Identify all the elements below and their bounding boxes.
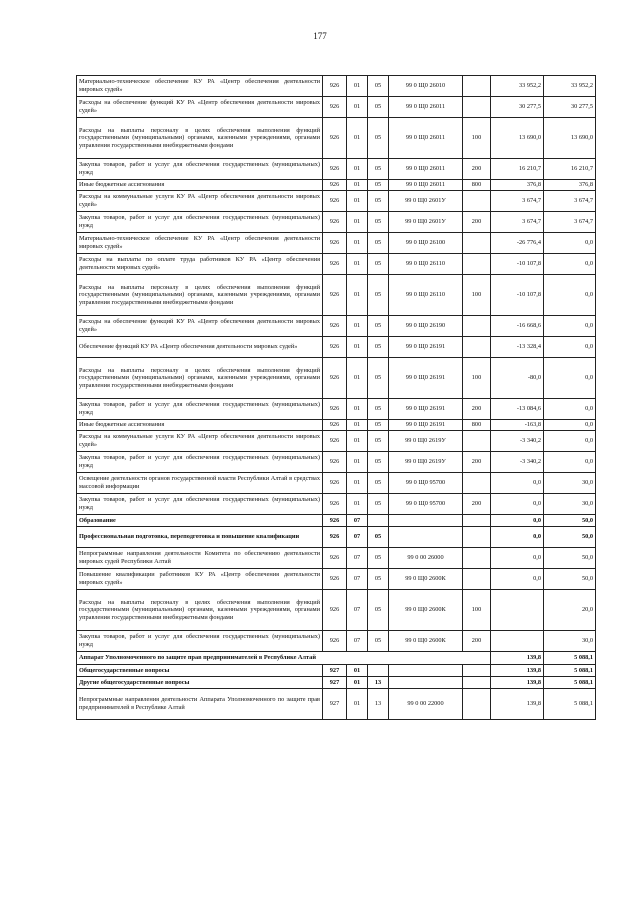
expense-type-cell xyxy=(463,76,491,97)
section-cell: 01 xyxy=(347,275,368,316)
description-cell: Иные бюджетные ассигнования xyxy=(77,420,323,431)
description-cell: Материально-техническое обеспечение КУ РА «Центр обеспечения деятельности мировых судей» xyxy=(77,233,323,254)
expense-type-cell xyxy=(463,665,491,677)
amount-change-cell: -163,8 xyxy=(491,420,544,431)
table-row xyxy=(77,569,596,590)
amount-total-cell: 3 674,7 xyxy=(544,212,596,233)
article-code-cell: 99 0 Щ0 26191 xyxy=(389,420,463,431)
subsection-cell: 05 xyxy=(368,494,389,515)
section-cell: 01 xyxy=(347,212,368,233)
amount-change-cell: 139,8 xyxy=(491,677,544,689)
admin-code-cell: 926 xyxy=(323,527,347,548)
table-row xyxy=(77,118,596,159)
admin-code-cell: 926 xyxy=(323,97,347,118)
table-row xyxy=(77,431,596,452)
article-code-cell xyxy=(389,665,463,677)
amount-change-cell: 376,8 xyxy=(491,180,544,191)
table-row xyxy=(77,191,596,212)
subsection-cell: 05 xyxy=(368,191,389,212)
amount-change-cell: 139,8 xyxy=(491,689,544,720)
expense-type-cell xyxy=(463,515,491,527)
amount-total-cell: 0,0 xyxy=(544,358,596,399)
description-cell: Расходы на коммунальные услуги КУ РА «Центр обеспечения деятельности мировых судей» xyxy=(77,191,323,212)
amount-change-cell xyxy=(491,631,544,652)
table-row xyxy=(77,97,596,118)
amount-change-cell: -16 668,6 xyxy=(491,316,544,337)
table-row xyxy=(77,358,596,399)
admin-code-cell: 926 xyxy=(323,631,347,652)
expense-type-cell xyxy=(463,233,491,254)
amount-total-cell: 0,0 xyxy=(544,431,596,452)
expense-type-cell: 800 xyxy=(463,420,491,431)
section-cell: 01 xyxy=(347,233,368,254)
description-cell: Непрограммные направления деятельности Комитета по обеспечению деятельности мировых судей Республики Алтай xyxy=(77,548,323,569)
section-cell: 07 xyxy=(347,590,368,631)
amount-total-cell: 5 088,1 xyxy=(544,665,596,677)
expense-type-cell xyxy=(463,97,491,118)
description-cell: Расходы на выплаты персоналу в целях обеспечения выполнения функций государственными (муниципальными) органами, казенными учреждениями, органами управления государственными внебюджетными фондами xyxy=(77,590,323,631)
amount-total-cell: 5 088,1 xyxy=(544,689,596,720)
section-cell: 07 xyxy=(347,527,368,548)
article-code-cell: 99 0 Щ0 2600К xyxy=(389,569,463,590)
article-code-cell xyxy=(389,527,463,548)
amount-change-cell: -3 340,2 xyxy=(491,431,544,452)
admin-code-cell: 926 xyxy=(323,494,347,515)
article-code-cell xyxy=(389,677,463,689)
admin-code-cell: 926 xyxy=(323,337,347,358)
admin-code-cell: 926 xyxy=(323,420,347,431)
amount-change-cell: -13 084,6 xyxy=(491,399,544,420)
article-code-cell: 99 0 00 26000 xyxy=(389,548,463,569)
admin-code-cell: 926 xyxy=(323,212,347,233)
article-code-cell: 99 0 Щ0 26011 xyxy=(389,159,463,180)
expense-type-cell: 200 xyxy=(463,452,491,473)
article-code-cell: 99 0 Щ0 26011 xyxy=(389,180,463,191)
amount-total-cell: 3 674,7 xyxy=(544,191,596,212)
amount-total-cell: 0,0 xyxy=(544,452,596,473)
description-cell: Расходы на выплаты по оплате труда работников КУ РА «Центр обеспечения деятельности мировых судей» xyxy=(77,254,323,275)
amount-total-cell: 0,0 xyxy=(544,254,596,275)
section-cell: 01 xyxy=(347,159,368,180)
admin-code-cell: 926 xyxy=(323,254,347,275)
amount-total-cell: 30,0 xyxy=(544,494,596,515)
amount-change-cell: 13 690,0 xyxy=(491,118,544,159)
article-code-cell: 99 0 Щ0 26191 xyxy=(389,399,463,420)
description-cell: Иные бюджетные ассигнования xyxy=(77,180,323,191)
admin-code-cell: 926 xyxy=(323,358,347,399)
article-code-cell: 99 0 Щ0 95700 xyxy=(389,473,463,494)
table-row xyxy=(77,548,596,569)
section-cell: 01 xyxy=(347,431,368,452)
section-cell: 01 xyxy=(347,420,368,431)
description-cell: Образование xyxy=(77,515,323,527)
subsection-cell xyxy=(368,665,389,677)
expense-type-cell xyxy=(463,191,491,212)
description-cell: Общегосударственные вопросы xyxy=(77,665,323,677)
amount-change-cell xyxy=(491,590,544,631)
table-row xyxy=(77,665,596,677)
section-cell: 01 xyxy=(347,337,368,358)
subsection-cell: 05 xyxy=(368,527,389,548)
admin-code-cell: 926 xyxy=(323,590,347,631)
table-row xyxy=(77,212,596,233)
subsection-cell: 05 xyxy=(368,358,389,399)
description-cell: Расходы на выплаты персоналу в целях обеспечения выполнения функций государственными (муниципальными) органами, казенными учреждениями, органами управления государственными внебюджетными фондами xyxy=(77,358,323,399)
admin-code-cell: 926 xyxy=(323,76,347,97)
admin-code-cell: 926 xyxy=(323,316,347,337)
admin-code-cell: 927 xyxy=(323,677,347,689)
table-row xyxy=(77,452,596,473)
subsection-cell: 05 xyxy=(368,431,389,452)
article-code-cell: 99 0 Щ0 2600К xyxy=(389,631,463,652)
table-row xyxy=(77,399,596,420)
section-cell: 01 xyxy=(347,118,368,159)
amount-total-cell: 16 210,7 xyxy=(544,159,596,180)
expense-type-cell xyxy=(463,337,491,358)
table-row xyxy=(77,180,596,191)
article-code-cell: 99 0 Щ0 26190 xyxy=(389,316,463,337)
subsection-cell: 13 xyxy=(368,677,389,689)
admin-code-cell: 926 xyxy=(323,233,347,254)
description-cell: Расходы на выплаты персоналу в целях обеспечения выполнения функций государственными (муниципальными) органами, казенными учреждениями, органами управления государственными внебюджетными фондами xyxy=(77,275,323,316)
expense-type-cell: 200 xyxy=(463,399,491,420)
section-cell: 01 xyxy=(347,358,368,399)
table-row xyxy=(77,677,596,689)
section-cell: 07 xyxy=(347,631,368,652)
article-code-cell: 99 0 Щ0 2619У xyxy=(389,431,463,452)
amount-change-cell: -26 776,4 xyxy=(491,233,544,254)
amount-change-cell: 3 674,7 xyxy=(491,191,544,212)
admin-code-cell: 926 xyxy=(323,452,347,473)
amount-total-cell: 0,0 xyxy=(544,316,596,337)
section-cell: 01 xyxy=(347,452,368,473)
admin-code-cell: 926 xyxy=(323,159,347,180)
amount-change-cell: -10 107,8 xyxy=(491,254,544,275)
amount-total-cell: 20,0 xyxy=(544,590,596,631)
table-row xyxy=(77,316,596,337)
amount-total-cell: 0,0 xyxy=(544,399,596,420)
amount-total-cell: 50,0 xyxy=(544,548,596,569)
description-cell: Материально-техническое обеспечение КУ РА «Центр обеспечения деятельности мировых судей» xyxy=(77,76,323,97)
expense-type-cell: 200 xyxy=(463,159,491,180)
article-code-cell: 99 0 Щ0 2601У xyxy=(389,212,463,233)
section-cell: 01 xyxy=(347,97,368,118)
article-code-cell: 99 0 Щ0 26110 xyxy=(389,254,463,275)
section-cell: 01 xyxy=(347,399,368,420)
description-cell: Закупка товаров, работ и услуг для обеспечения государственных (муниципальных) нужд xyxy=(77,452,323,473)
subsection-cell: 05 xyxy=(368,569,389,590)
amount-total-cell: 0,0 xyxy=(544,233,596,254)
expense-type-cell xyxy=(463,473,491,494)
amount-change-cell: 0,0 xyxy=(491,494,544,515)
amount-change-cell: -3 340,2 xyxy=(491,452,544,473)
amount-total-cell: 50,0 xyxy=(544,569,596,590)
expense-type-cell: 200 xyxy=(463,212,491,233)
section-cell: 01 xyxy=(347,180,368,191)
table-row xyxy=(77,254,596,275)
expense-type-cell xyxy=(463,689,491,720)
table-row xyxy=(77,652,596,665)
section-cell: 07 xyxy=(347,548,368,569)
subsection-cell: 05 xyxy=(368,97,389,118)
article-code-cell: 99 0 Щ0 2600К xyxy=(389,590,463,631)
expense-type-cell: 100 xyxy=(463,275,491,316)
description-cell: Профессиональная подготовка, переподготовка и повышение квалификации xyxy=(77,527,323,548)
subsection-cell: 05 xyxy=(368,180,389,191)
subsection-cell: 05 xyxy=(368,76,389,97)
description-cell: Расходы на коммунальные услуги КУ РА «Центр обеспечения деятельности мировых судей» xyxy=(77,431,323,452)
description-cell: Закупка товаров, работ и услуг для обеспечения государственных (муниципальных) нужд xyxy=(77,631,323,652)
subsection-cell: 05 xyxy=(368,316,389,337)
article-code-cell: 99 0 00 22000 xyxy=(389,689,463,720)
expense-type-cell xyxy=(463,316,491,337)
amount-change-cell: 3 674,7 xyxy=(491,212,544,233)
admin-code-cell: 926 xyxy=(323,180,347,191)
expense-type-cell: 100 xyxy=(463,590,491,631)
amount-change-cell: 16 210,7 xyxy=(491,159,544,180)
subsection-cell xyxy=(368,515,389,527)
section-cell: 01 xyxy=(347,76,368,97)
article-code-cell xyxy=(389,515,463,527)
subsection-cell: 05 xyxy=(368,233,389,254)
admin-code-cell: 926 xyxy=(323,569,347,590)
table-row xyxy=(77,494,596,515)
description-cell: Расходы на выплаты персоналу в целях обеспечения выполнения функций государственными (муниципальными) органами, казенными учреждениями, органами управления государственными внебюджетными фондами xyxy=(77,118,323,159)
amount-change-cell: 0,0 xyxy=(491,473,544,494)
budget-table xyxy=(76,75,596,720)
table-row xyxy=(77,275,596,316)
page-number: 177 xyxy=(313,31,327,41)
subsection-cell: 05 xyxy=(368,159,389,180)
amount-total-cell: 5 088,1 xyxy=(544,677,596,689)
description-cell: Закупка товаров, работ и услуг для обеспечения государственных (муниципальных) нужд xyxy=(77,494,323,515)
section-cell: 07 xyxy=(347,569,368,590)
article-code-cell: 99 0 Щ0 26191 xyxy=(389,337,463,358)
amount-change-cell: 33 952,2 xyxy=(491,76,544,97)
description-cell: Другие общегосударственные вопросы xyxy=(77,677,323,689)
expense-type-cell xyxy=(463,254,491,275)
article-code-cell: 99 0 Щ0 26100 xyxy=(389,233,463,254)
section-cell: 01 xyxy=(347,473,368,494)
amount-change-cell: 0,0 xyxy=(491,569,544,590)
table-row xyxy=(77,515,596,527)
admin-code-cell: 926 xyxy=(323,399,347,420)
article-code-cell: 99 0 Щ0 26110 xyxy=(389,275,463,316)
amount-total-cell: 33 952,2 xyxy=(544,76,596,97)
amount-total-cell: 376,8 xyxy=(544,180,596,191)
admin-code-cell: 926 xyxy=(323,473,347,494)
subsection-cell: 05 xyxy=(368,452,389,473)
description-cell: Освещение деятельности органов государственной власти Республики Алтай в средствах массовой информации xyxy=(77,473,323,494)
amount-change-cell: -80,0 xyxy=(491,358,544,399)
table-row xyxy=(77,527,596,548)
expense-type-cell: 100 xyxy=(463,358,491,399)
table-row xyxy=(77,689,596,720)
table-row xyxy=(77,337,596,358)
subsection-cell: 05 xyxy=(368,399,389,420)
amount-total-cell: 0,0 xyxy=(544,337,596,358)
article-code-cell: 99 0 Щ0 95700 xyxy=(389,494,463,515)
admin-code-cell: 927 xyxy=(323,689,347,720)
section-cell: 01 xyxy=(347,191,368,212)
section-cell: 01 xyxy=(347,689,368,720)
description-cell: Аппарат Уполномоченного по защите прав предпринимателей в Республике Алтай xyxy=(77,652,491,665)
amount-total-cell: 30 277,5 xyxy=(544,97,596,118)
table-row xyxy=(77,473,596,494)
amount-total-cell: 50,0 xyxy=(544,527,596,548)
expense-type-cell: 200 xyxy=(463,631,491,652)
expense-type-cell: 800 xyxy=(463,180,491,191)
description-cell: Расходы на обеспечение функций КУ РА «Центр обеспечения деятельности мировых судей» xyxy=(77,97,323,118)
description-cell: Расходы на обеспечение функций КУ РА «Центр обеспечения деятельности мировых судей» xyxy=(77,316,323,337)
amount-total-cell: 30,0 xyxy=(544,631,596,652)
section-cell: 01 xyxy=(347,665,368,677)
admin-code-cell: 927 xyxy=(323,665,347,677)
table-row xyxy=(77,590,596,631)
amount-total-cell: 13 690,0 xyxy=(544,118,596,159)
amount-change-cell: -13 328,4 xyxy=(491,337,544,358)
subsection-cell: 05 xyxy=(368,337,389,358)
subsection-cell: 05 xyxy=(368,254,389,275)
amount-change-cell: 0,0 xyxy=(491,527,544,548)
amount-change-cell: 0,0 xyxy=(491,548,544,569)
description-cell: Обеспечение функций КУ РА «Центр обеспечения деятельности мировых судей» xyxy=(77,337,323,358)
amount-change-cell: 139,8 xyxy=(491,665,544,677)
expense-type-cell xyxy=(463,527,491,548)
subsection-cell: 05 xyxy=(368,420,389,431)
section-cell: 01 xyxy=(347,254,368,275)
table-row xyxy=(77,159,596,180)
expense-type-cell xyxy=(463,548,491,569)
subsection-cell: 05 xyxy=(368,631,389,652)
admin-code-cell: 926 xyxy=(323,275,347,316)
amount-change-cell: 30 277,5 xyxy=(491,97,544,118)
amount-total-cell: 0,0 xyxy=(544,275,596,316)
expense-type-cell xyxy=(463,431,491,452)
description-cell: Закупка товаров, работ и услуг для обеспечения государственных (муниципальных) нужд xyxy=(77,159,323,180)
article-code-cell: 99 0 Щ0 26191 xyxy=(389,358,463,399)
amount-change-cell: -10 107,8 xyxy=(491,275,544,316)
subsection-cell: 05 xyxy=(368,590,389,631)
description-cell: Повышение квалификации работников КУ РА «Центр обеспечения деятельности мировых судей» xyxy=(77,569,323,590)
expense-type-cell xyxy=(463,569,491,590)
article-code-cell: 99 0 Щ0 26011 xyxy=(389,118,463,159)
admin-code-cell: 926 xyxy=(323,118,347,159)
subsection-cell: 05 xyxy=(368,118,389,159)
admin-code-cell: 926 xyxy=(323,548,347,569)
amount-change-cell: 139,8 xyxy=(491,652,544,665)
expense-type-cell xyxy=(463,677,491,689)
article-code-cell: 99 0 Щ0 26011 xyxy=(389,97,463,118)
admin-code-cell: 926 xyxy=(323,191,347,212)
table-row xyxy=(77,420,596,431)
expense-type-cell: 100 xyxy=(463,118,491,159)
amount-total-cell: 0,0 xyxy=(544,420,596,431)
admin-code-cell: 926 xyxy=(323,515,347,527)
amount-total-cell: 30,0 xyxy=(544,473,596,494)
amount-change-cell: 0,0 xyxy=(491,515,544,527)
article-code-cell: 99 0 Щ0 26010 xyxy=(389,76,463,97)
admin-code-cell: 926 xyxy=(323,431,347,452)
section-cell: 01 xyxy=(347,316,368,337)
subsection-cell: 05 xyxy=(368,548,389,569)
description-cell: Закупка товаров, работ и услуг для обеспечения государственных (муниципальных) нужд xyxy=(77,212,323,233)
subsection-cell: 05 xyxy=(368,275,389,316)
table-row xyxy=(77,233,596,254)
amount-total-cell: 50,0 xyxy=(544,515,596,527)
section-cell: 01 xyxy=(347,494,368,515)
article-code-cell: 99 0 Щ0 2619У xyxy=(389,452,463,473)
expense-type-cell: 200 xyxy=(463,494,491,515)
amount-total-cell: 5 088,1 xyxy=(544,652,596,665)
section-cell: 07 xyxy=(347,515,368,527)
table-row xyxy=(77,631,596,652)
section-cell: 01 xyxy=(347,677,368,689)
article-code-cell: 99 0 Щ0 2601У xyxy=(389,191,463,212)
subsection-cell: 05 xyxy=(368,212,389,233)
description-cell: Закупка товаров, работ и услуг для обеспечения государственных (муниципальных) нужд xyxy=(77,399,323,420)
description-cell: Непрограммные направления деятельности Аппарата Уполномоченного по защите прав предпринимателей в Республике Алтай xyxy=(77,689,323,720)
table-row xyxy=(77,76,596,97)
subsection-cell: 13 xyxy=(368,689,389,720)
subsection-cell: 05 xyxy=(368,473,389,494)
